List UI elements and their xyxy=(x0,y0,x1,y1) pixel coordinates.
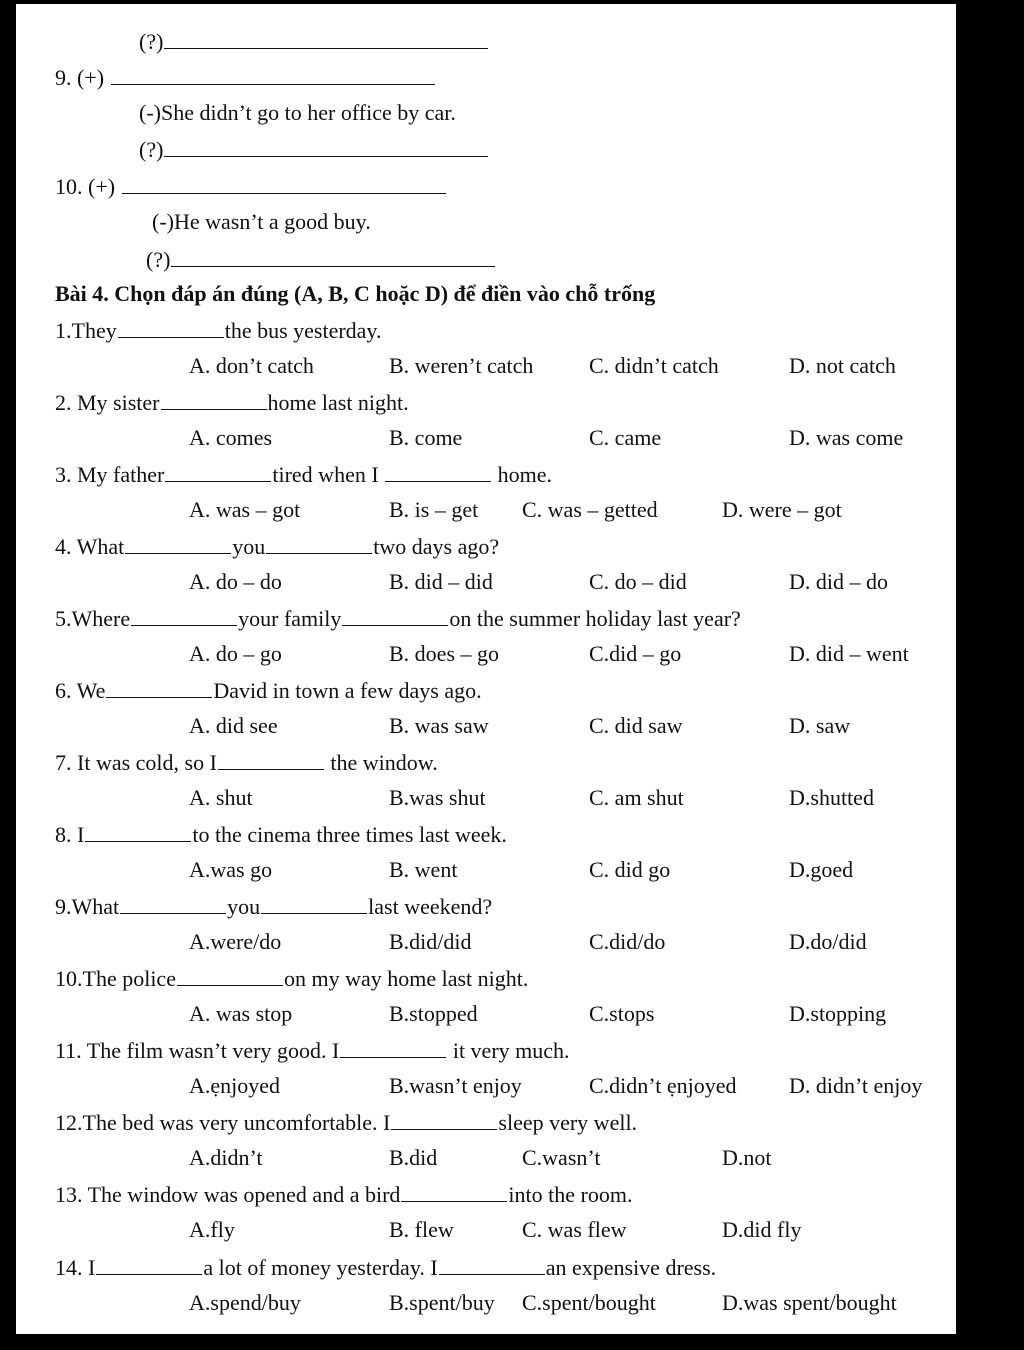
q8-option-c[interactable]: C. did go xyxy=(589,857,671,882)
question-4: 4. What you two days ago? xyxy=(55,534,500,559)
q6-option-c[interactable]: C. did saw xyxy=(589,713,683,738)
q9-option-b[interactable]: B.did/did xyxy=(389,929,472,954)
q9-negative: (-)She didn’t go to her office by car. xyxy=(139,100,456,125)
question-13: 13. The window was opened and a bird into the room. xyxy=(55,1182,633,1207)
q12-option-a[interactable]: A.didn’t xyxy=(189,1145,263,1170)
question-6: 6. We David in town a few days ago. xyxy=(55,678,482,703)
q4-option-a[interactable]: A. do – do xyxy=(189,569,282,594)
q9-option-c[interactable]: C.did/do xyxy=(589,929,666,954)
q9-option-d[interactable]: D.do/did xyxy=(789,929,867,954)
q14-option-c[interactable]: C.spent/bought xyxy=(522,1290,656,1315)
q3-option-a[interactable]: A. was – got xyxy=(189,497,301,522)
q10-option-d[interactable]: D.stopping xyxy=(789,1001,887,1026)
q8-question-line: (?) xyxy=(139,28,489,55)
q14-option-a[interactable]: A.spend/buy xyxy=(189,1290,301,1315)
worksheet-page xyxy=(16,4,956,1334)
q5-option-c[interactable]: C.did – go xyxy=(589,641,682,666)
q10-option-c[interactable]: C.stops xyxy=(589,1001,655,1026)
q8-option-d[interactable]: D.goed xyxy=(789,857,854,882)
q11-option-a[interactable]: A.ẹnjoyed xyxy=(189,1073,281,1098)
q14-option-d[interactable]: D.was spent/bought xyxy=(722,1290,897,1315)
q12-option-d[interactable]: D.not xyxy=(722,1145,772,1170)
q9-positive-line: 9. (+) xyxy=(55,64,436,91)
q13-option-b[interactable]: B. flew xyxy=(389,1217,454,1242)
q1-option-d[interactable]: D. not catch xyxy=(789,353,896,378)
q2-option-d[interactable]: D. was come xyxy=(789,425,904,450)
question-9: 9.What you last weekend? xyxy=(55,894,493,919)
q1-option-a[interactable]: A. don’t catch xyxy=(189,353,314,378)
question-12: 12.The bed was very uncomfortable. I sleep very well. xyxy=(55,1110,638,1135)
q4-option-b[interactable]: B. did – did xyxy=(389,569,493,594)
q10-option-b[interactable]: B.stopped xyxy=(389,1001,478,1026)
q12-option-b[interactable]: B.did xyxy=(389,1145,438,1170)
question-8: 8. I to the cinema three times last week. xyxy=(55,822,507,847)
question-11: 11. The film wasn’t very good. I it very much. xyxy=(55,1038,570,1063)
q4-option-d[interactable]: D. did – do xyxy=(789,569,888,594)
section-4-title: Bài 4. Chọn đáp án đúng (A, B, C hoặc D) để điền vào chỗ trống xyxy=(55,281,656,306)
q10-question-line: (?) xyxy=(146,246,496,273)
q3-option-d[interactable]: D. were – got xyxy=(722,497,842,522)
q12-option-c[interactable]: C.wasn’t xyxy=(522,1145,601,1170)
question-3: 3. My father tired when I home. xyxy=(55,462,553,487)
q11-option-c[interactable]: C.didn’t ẹnjoyed xyxy=(589,1073,737,1098)
question-2: 2. My sister home last night. xyxy=(55,390,409,415)
question-14: 14. I a lot of money yesterday. I an expensive dress. xyxy=(55,1255,717,1280)
q2-option-c[interactable]: C. came xyxy=(589,425,662,450)
q9-question-line: (?) xyxy=(139,136,489,163)
q10-negative: (-)He wasn’t a good buy. xyxy=(152,209,371,234)
q3-option-b[interactable]: B. is – get xyxy=(389,497,479,522)
question-1: 1.They the bus yesterday. xyxy=(55,318,382,343)
q11-option-b[interactable]: B.wasn’t enjoy xyxy=(389,1073,522,1098)
q14-option-b[interactable]: B.spent/buy xyxy=(389,1290,495,1315)
question-7: 7. It was cold, so I the window. xyxy=(55,750,438,775)
q7-option-d[interactable]: D.shutted xyxy=(789,785,874,810)
q5-option-a[interactable]: A. do – go xyxy=(189,641,282,666)
q5-option-b[interactable]: B. does – go xyxy=(389,641,499,666)
q6-option-d[interactable]: D. saw xyxy=(789,713,851,738)
question-5: 5.Where your family on the summer holiday last year? xyxy=(55,606,741,631)
q10-option-a[interactable]: A. was stop xyxy=(189,1001,293,1026)
q1-option-b[interactable]: B. weren’t catch xyxy=(389,353,534,378)
q4-option-c[interactable]: C. do – did xyxy=(589,569,687,594)
q6-option-a[interactable]: A. did see xyxy=(189,713,278,738)
q9-option-a[interactable]: A.were/do xyxy=(189,929,282,954)
q2-option-b[interactable]: B. come xyxy=(389,425,463,450)
question-10: 10.The police on my way home last night. xyxy=(55,966,529,991)
q3-option-c[interactable]: C. was – getted xyxy=(522,497,658,522)
q11-option-d[interactable]: D. didn’t enjoy xyxy=(789,1073,923,1098)
q7-option-c[interactable]: C. am shut xyxy=(589,785,684,810)
q8-option-b[interactable]: B. went xyxy=(389,857,458,882)
q6-option-b[interactable]: B. was saw xyxy=(389,713,489,738)
q5-option-d[interactable]: D. did – went xyxy=(789,641,909,666)
q13-option-a[interactable]: A.fly xyxy=(189,1217,235,1242)
q7-option-a[interactable]: A. shut xyxy=(189,785,253,810)
q10-positive-line: 10. (+) xyxy=(55,173,447,200)
q1-option-c[interactable]: C. didn’t catch xyxy=(589,353,719,378)
q8-option-a[interactable]: A.was go xyxy=(189,857,273,882)
q2-option-a[interactable]: A. comes xyxy=(189,425,273,450)
q13-option-c[interactable]: C. was flew xyxy=(522,1217,627,1242)
q7-option-b[interactable]: B.was shut xyxy=(389,785,486,810)
q13-option-d[interactable]: D.did fly xyxy=(722,1217,802,1242)
